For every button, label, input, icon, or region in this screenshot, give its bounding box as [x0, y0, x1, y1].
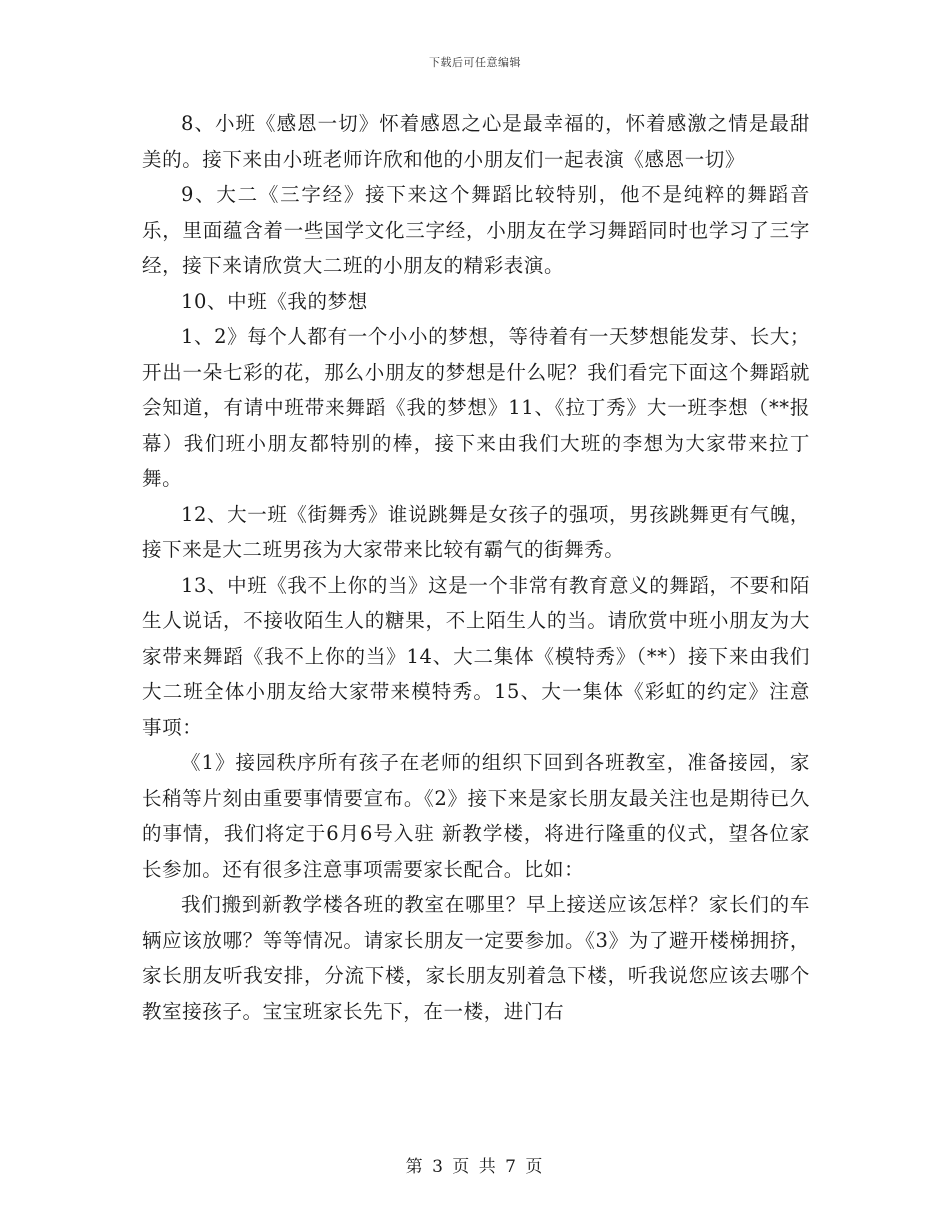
paragraph-notice-1: 《1》接园秩序所有孩子在老师的组织下回到各班教室，准备接园，家长稍等片刻由重要事情要宣布。《2》接下来是家长朋友最关注也是期待已久的事情，我们将定于6月6号入驻 新教学楼，将进行隆重的仪式，望各位家长参加。还有很多注意事项需要家长配合。比如：: [142, 751, 810, 881]
paragraph-item-11: 1、2》每个人都有一个小小的梦想，等待着有一天梦想能发芽、长大；开出一朵七彩的花，那么小朋友的梦想是什么呢？我们看完下面这个舞蹈就会知道，有请中班带来舞蹈《我的梦想》11、《拉丁秀》大一班李想（**报幕）我们班小朋友都特别的棒，接下来由我们大班的李想为大家带来拉丁舞。: [142, 325, 811, 490]
paragraph-item-13: 13、中班《我不上你的当》这是一个非常有教育意义的舞蹈，不要和陌生人说话，不接收陌生人的糖果，不上陌生人的当。请欣赏中班小朋友为大家带来舞蹈《我不上你的当》14、大二集体《模特秀》（**）接下来由我们大二班全体小朋友给大家带来模特秀。15、大一集体《彩虹的约定》注意事项：: [142, 573, 811, 739]
paragraph-item-8: 8、小班《感恩一切》怀着感恩之心是最幸福的，怀着感激之情是最甜美的。接下来由小班老师许欣和他的小朋友们一起表演《感恩一切》: [142, 112, 810, 171]
page-number: 第 3 页 共 7 页: [405, 1157, 545, 1177]
document-body: [142, 106, 810, 1029]
paragraph-item-10: 10、中班《我的梦想: [181, 289, 368, 313]
paragraph-item-9: 9、大二《三字经》接下来这个舞蹈比较特别，他不是纯粹的舞蹈音乐，里面蕴含着一些国学文化三字经，小朋友在学习舞蹈同时也学习了三字经，接下来请欣赏大二班的小朋友的精彩表演。: [142, 183, 810, 277]
page-header: 下载后可任意编辑: [429, 56, 521, 69]
paragraph-notice-2: 我们搬到新教学楼各班的教室在哪里？早上接送应该怎样？家长们的车辆应该放哪？等等情况。请家长朋友一定要参加。《3》为了避开楼梯拥挤，家长朋友听我安排，分流下楼，家长朋友别着急下楼，听我说您应该去哪个教室接孩子。宝宝班家长先下，在一楼，进门右: [142, 893, 810, 1023]
paragraph-item-12: 12、大一班《街舞秀》谁说跳舞是女孩子的强项，男孩跳舞更有气魄，接下来是大二班男孩为大家带来比较有霸气的街舞秀。: [142, 502, 811, 561]
